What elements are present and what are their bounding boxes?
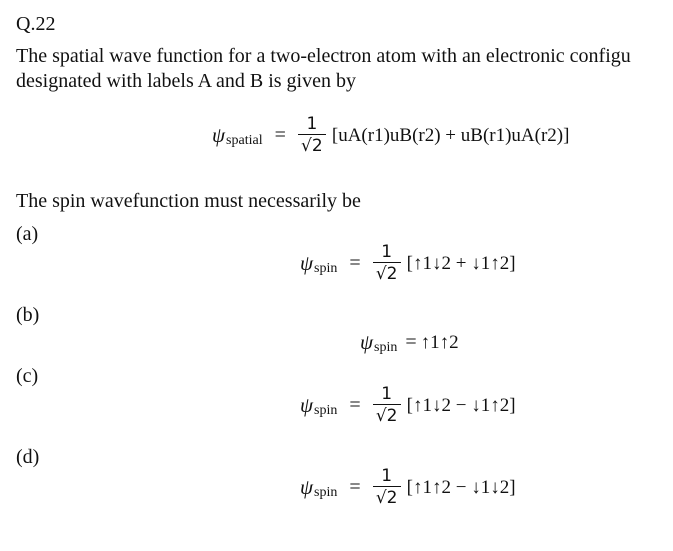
option-c-rhs: [↑1↓2 − ↓1↑2] [406,394,516,416]
option-b-equals-sign: = [405,331,417,353]
option-c-label[interactable]: (c) [16,365,39,387]
question-stem-line-2: designated with labels A and B is given by [16,70,356,92]
option-b-psi-symbol: ψ [360,330,374,354]
option-c-equals-sign: = [349,394,361,416]
option-c-fraction-denominator: √2 [375,406,398,426]
option-c-psi-symbol: ψ [300,393,314,417]
option-d-rhs: [↑1↑2 − ↓1↓2] [406,476,516,498]
option-d-fraction-numerator: 1 [381,466,393,486]
spatial-psi-symbol: ψ [212,123,226,147]
option-a-equation [300,242,516,285]
option-c-fraction [373,384,401,427]
option-b-equation [360,330,459,355]
option-c-psi-subscript: spin [314,402,338,418]
spatial-psi-subscript: spatial [226,132,263,148]
option-a-fraction-denominator: √2 [375,264,398,284]
question-number: Q.22 [16,13,56,35]
option-a-label[interactable]: (a) [16,223,39,245]
option-d-label[interactable]: (d) [16,446,40,468]
spatial-fraction-numerator: 1 [306,114,318,134]
spatial-equation-rhs: [uA(r1)uB(r2) + uB(r1)uA(r2)] [331,124,570,146]
option-a-psi-subscript: spin [314,260,338,276]
option-b-psi-subscript: spin [374,339,398,355]
spatial-fraction-denominator: √2 [301,136,323,156]
spin-prompt: The spin wavefunction must necessarily be [16,190,361,212]
option-a-psi-symbol: ψ [300,251,314,275]
spatial-fraction [298,114,326,157]
option-d-psi-symbol: ψ [300,475,314,499]
option-c-equation [300,384,516,427]
option-a-fraction [373,242,401,285]
spatial-equation [212,114,569,157]
option-b-label[interactable]: (b) [16,304,40,326]
option-d-equals-sign: = [349,476,361,498]
option-d-psi-subscript: spin [314,484,338,500]
question-stem-line-1: The spatial wave function for a two-electron atom with an electronic configu [16,45,631,67]
option-d-fraction-denominator: √2 [375,488,398,508]
option-a-fraction-numerator: 1 [381,242,393,262]
spatial-equals-sign: = [274,124,286,146]
option-a-equals-sign: = [349,252,361,274]
option-d-equation [300,466,516,509]
option-b-rhs: ↑1↑2 [420,331,459,353]
option-a-rhs: [↑1↓2 + ↓1↑2] [406,252,516,274]
option-d-fraction [373,466,401,509]
option-c-fraction-numerator: 1 [381,384,393,404]
